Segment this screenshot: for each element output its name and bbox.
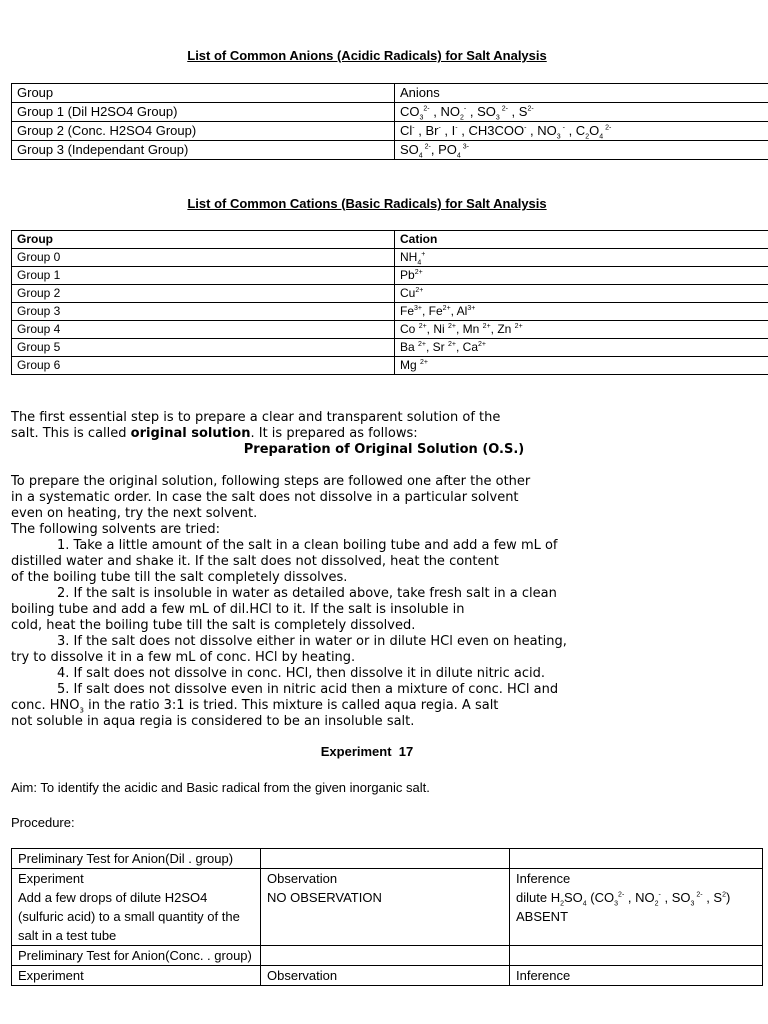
cation-group-5: Group 5 [12, 339, 395, 357]
cation-list-5: Ba $^{2+}$, Sr $^{2+}$, $Ca^{2+}$ [395, 339, 768, 357]
procedure-paragraph [11, 474, 567, 730]
body-line: The following solvents are tried: [11, 522, 220, 537]
dil-observation-text: NO OBSERVATION [267, 890, 382, 905]
dil-observation-cell [261, 869, 510, 946]
anion-group-1: Group 1 (Dil H2SO4 Group) [12, 103, 395, 122]
body-line: in a systematic order. In case the salt does not dissolve in a particular solvent [11, 490, 519, 505]
cation-group-0: Group 0 [12, 249, 395, 267]
table-row [12, 141, 768, 160]
empty-cell [510, 849, 763, 869]
step-3-line: 3. If the salt does not dissolve either in water or in dilute HCl even on heating, [57, 634, 567, 649]
conc-experiment-label: Experiment [12, 966, 261, 986]
cation-list-4: Co $^{2+}$, Ni $^{2+}$, Mn $^{2+}$, Zn $^{2+}$ [395, 321, 768, 339]
intro-line-2: salt. This is called original solution. It is prepared as follows: [11, 426, 418, 441]
cation-group-6: Group 6 [12, 357, 395, 375]
empty-cell [261, 946, 510, 966]
table-header-row [12, 231, 768, 249]
header-anions: Anions [395, 84, 768, 103]
cations-title: List of Common Cations (Basic Radicals) for Salt Analysis [187, 196, 547, 211]
table-row [12, 946, 763, 966]
cations-table [11, 230, 768, 375]
cation-group-2: Group 2 [12, 285, 395, 303]
table-row [12, 869, 763, 946]
table-row [12, 321, 768, 339]
header-cation: Cation [395, 231, 768, 249]
procedure-table [11, 848, 763, 986]
step-1-line: of the boiling tube till the salt completely dissolves. [11, 570, 348, 585]
cation-list-6: Mg $^{2+}$ [395, 357, 768, 375]
dil-experiment-text: Add a few drops of dilute H2SO4 (sulfuric acid) to a small quantity of the salt in a test tube [18, 890, 240, 943]
anion-list-3: $SO_4$ $^{2-}$, $PO_4$ $^{3-}$ [395, 141, 768, 160]
dil-inference-text: dilute $H_2SO_4$ ($CO_3^{2-}$ , $NO_2^-$ , $SO_3$ $^{2-}$ , $S^2$) [516, 890, 731, 908]
cation-list-2: $Cu^{2+}$ [395, 285, 768, 303]
intro-line-1: The first essential step is to prepare a clear and transparent solution of the [11, 410, 501, 425]
empty-cell [510, 946, 763, 966]
step-2-line: cold, heat the boiling tube till the salt is completely dissolved. [11, 618, 416, 633]
table-row [12, 339, 768, 357]
table-row [12, 285, 768, 303]
cation-group-1: Group 1 [12, 267, 395, 285]
conc-observation-label: Observation [261, 966, 510, 986]
step-3-line: try to dissolve it in a few mL of conc. HCl by heating. [11, 650, 356, 665]
table-row [12, 267, 768, 285]
original-solution-term: original solution [130, 426, 251, 441]
conc-group-header: Preliminary Test for Anion(Conc. . group) [12, 946, 261, 966]
body-line: To prepare the original solution, following steps are followed one after the other [11, 474, 531, 489]
inference-label: Inference [516, 871, 571, 886]
cation-group-3: Group 3 [12, 303, 395, 321]
step-2-line: boiling tube and add a few mL of dil.HCl to it. If the salt is insoluble in [11, 602, 465, 617]
procedure-label: Procedure: [11, 815, 75, 830]
anions-title: List of Common Anions (Acidic Radicals) for Salt Analysis [187, 48, 547, 63]
cation-list-0: $NH_4^+$ [395, 249, 768, 267]
anion-list-1: $CO_3^{2-}$ , $NO_2^-$ , $SO_3$ $^{2-}$ , $S^{2-}$ [395, 103, 768, 122]
anion-group-3: Group 3 (Independant Group) [12, 141, 395, 160]
experiment-title: Experiment 17 [320, 744, 414, 759]
header-group: Group [12, 84, 395, 103]
cation-list-3: $Fe^{3+}$, $Fe^{2+}$, $Al^{3+}$ [395, 303, 768, 321]
header-group: Group [12, 231, 395, 249]
table-row [12, 849, 763, 869]
step-2-line: 2. If the salt is insoluble in water as detailed above, take fresh salt in a clean [57, 586, 557, 601]
conc-inference-label: Inference [510, 966, 763, 986]
table-row [12, 303, 768, 321]
step-1-line: distilled water and shake it. If the salt does not dissolved, heat the content [11, 554, 499, 569]
table-header-row [12, 84, 768, 103]
table-row [12, 357, 768, 375]
dil-inference-absent: ABSENT [516, 909, 569, 924]
cation-group-4: Group 4 [12, 321, 395, 339]
dil-group-header: Preliminary Test for Anion(Dil . group) [12, 849, 261, 869]
cation-list-1: $Pb^{2+}$ [395, 267, 768, 285]
table-row [12, 249, 768, 267]
table-row [12, 122, 768, 141]
step-1-line: 1. Take a little amount of the salt in a clean boiling tube and add a few mL of [57, 538, 558, 553]
body-line: even on heating, try the next solvent. [11, 506, 258, 521]
empty-cell [261, 849, 510, 869]
step-5-line: conc. $HNO_3$ in the ratio 3:1 is tried. This mixture is called aqua regia. A salt [11, 698, 499, 715]
dil-inference-cell [510, 869, 763, 946]
step-5-line: 5. If salt does not dissolve even in nitric acid then a mixture of conc. HCl and [57, 682, 559, 697]
dil-experiment-cell [12, 869, 261, 946]
aim-text: Aim: To identify the acidic and Basic radical from the given inorganic salt. [11, 780, 430, 795]
os-heading: Preparation of Original Solution (O.S.) [243, 442, 525, 457]
anion-list-2: Cl- , Br- , I- , CH3COO- , $NO_3$ - , $C_2O_4$ $^{2-}$ [395, 122, 768, 141]
observation-label: Observation [267, 871, 338, 886]
table-row [12, 103, 768, 122]
step-5-line: not soluble in aqua regia is considered to be an insoluble salt. [11, 714, 415, 729]
experiment-label: Experiment [18, 871, 84, 886]
step-4-line: 4. If salt does not dissolve in conc. HCl, then dissolve it in dilute nitric acid. [57, 666, 546, 681]
anions-table [11, 83, 768, 160]
anion-group-2: Group 2 (Conc. H2SO4 Group) [12, 122, 395, 141]
intro-paragraph [11, 410, 500, 442]
table-row [12, 966, 763, 986]
